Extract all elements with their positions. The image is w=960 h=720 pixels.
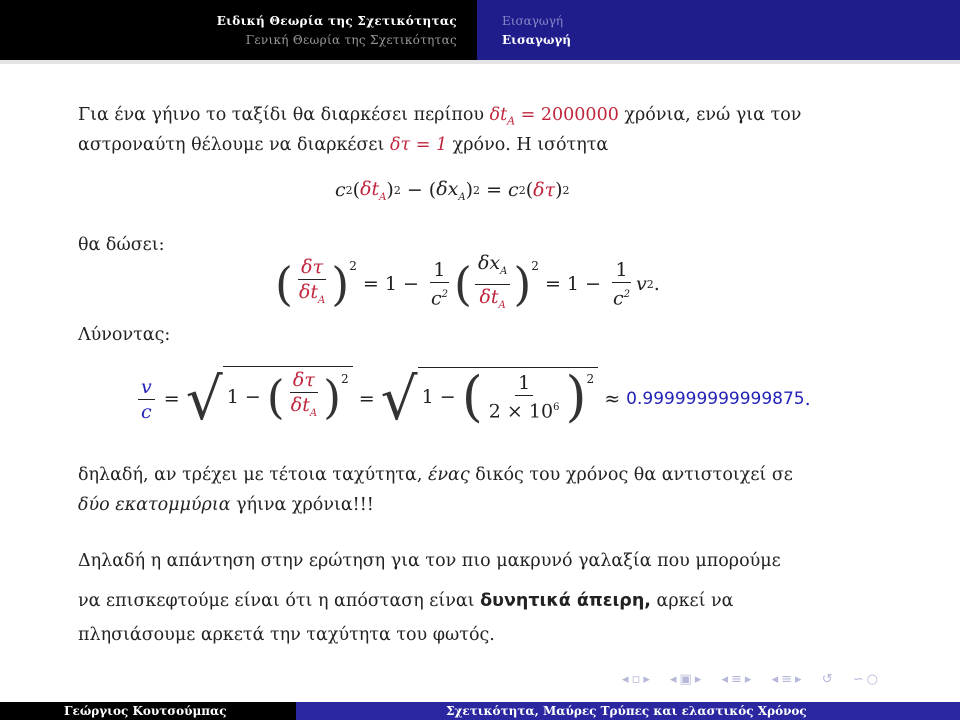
p1-math-var: δt — [489, 105, 508, 125]
p3-emphasis: ένας — [427, 465, 470, 485]
nav-section-icon[interactable]: ◂≡▸ — [721, 672, 755, 687]
paragraph-5: Δηλαδή η απάντηση στην ερώτηση για τον πιο μακρυνό γαλαξία που μπορούμε — [78, 551, 781, 571]
paragraph-2 — [78, 130, 908, 160]
nav-back-icon[interactable]: ↺ — [821, 672, 836, 687]
p6-text-b: αρκεί να — [650, 591, 734, 611]
paragraph-6 — [78, 586, 908, 616]
equation-velocity-result: $\frac{v}{c}$ = √ 1 − ( $\frac{\delta\tau}{\delta t_A}$ ) 2 = √ 1 − ( $\frac{1}{2 \times 10^6}$ ) 2 ≈ 0.999999999999875 . — [135, 370, 811, 429]
footer-title-box — [296, 702, 960, 720]
p2-text-b: χρόνο. Η ισότητα — [447, 135, 609, 155]
equation-invariant-interval: c 2 ( $\delta t_A$ ) 2 − ( $\delta x_A$ ) 2 = c 2 ( δτ ) 2 — [335, 178, 570, 203]
label-tha-dosei: θα δώσει: — [78, 235, 165, 255]
header-section-current[interactable]: Ειδική Θεωρία της Σχετικότητας — [216, 14, 457, 28]
p6-text-a: να επισκεφτούμε είναι ότι η απόσταση είναι — [78, 591, 481, 611]
p3-text-a: δηλαδή, αν τρέχει με τέτοια ταχύτητα, — [78, 465, 428, 485]
header-section-list — [0, 0, 477, 60]
nav-search-icon[interactable]: ∽○ — [852, 672, 881, 687]
p1-math-value: = 2000000 — [515, 105, 619, 125]
header-section-other[interactable]: Γενική Θεωρία της Σχετικότητας — [245, 33, 457, 47]
p2-math: δτ = 1 — [389, 135, 448, 155]
footer-author-box — [0, 702, 296, 720]
header-subsection-current[interactable]: Εισαγωγή — [502, 33, 572, 47]
p4-text-b: γήινα χρόνια!!! — [230, 495, 374, 515]
footer-title: Σχετικότητα, Μαύρες Τρύπες και ελαστικός Χρόνος — [446, 704, 807, 718]
header-divider — [0, 60, 960, 64]
velocity-result-value: 0.999999999999875 — [626, 389, 805, 410]
paragraph-3 — [78, 460, 908, 490]
slide-footer — [0, 702, 960, 720]
p3-text-b: δικός του χρόνος θα αντιστοιχεί σε — [469, 465, 793, 485]
p1-text-a: Για ένα γήινο το ταξίδι θα διαρκέσει περίπου — [78, 105, 490, 125]
nav-next-icon[interactable]: ◂≡▸ — [771, 672, 805, 687]
p1-math-sub: A — [507, 114, 516, 128]
nav-first-icon[interactable]: ◂▫▸ — [622, 672, 653, 687]
paragraph-7: πλησιάσουμε αρκετά την ταχύτητα του φωτός. — [78, 625, 495, 645]
p1-text-b: χρόνια, ενώ για τον — [618, 105, 802, 125]
header-subsection-other[interactable]: Εισαγωγή — [502, 14, 564, 28]
p6-bold: δυνητικά άπειρη, — [480, 591, 651, 611]
beamer-navigation — [622, 672, 891, 687]
header-subsection-list — [477, 0, 960, 60]
nav-prev-icon[interactable]: ◂▣▸ — [670, 672, 705, 687]
equation-time-ratio: ( $\frac{\delta\tau}{\delta t_A}$ ) 2 = 1 − $\frac{1}{c^2}$ ( $\frac{\delta x_A}{\delta t_A}$ ) 2 = 1 − $\frac{1}{c^2}$ v 2 . — [275, 252, 660, 312]
paragraph-4 — [78, 490, 908, 520]
p2-text-a: αστροναύτη θέλουμε να διαρκέσει — [78, 135, 390, 155]
label-lyontas: Λύνοντας: — [78, 325, 171, 345]
slide-header — [0, 0, 960, 60]
footer-author: Γεώργιος Κουτσούμπας — [64, 704, 227, 718]
p1-math — [489, 105, 619, 128]
p4-emphasis: δύο εκατομμύρια — [78, 495, 231, 515]
